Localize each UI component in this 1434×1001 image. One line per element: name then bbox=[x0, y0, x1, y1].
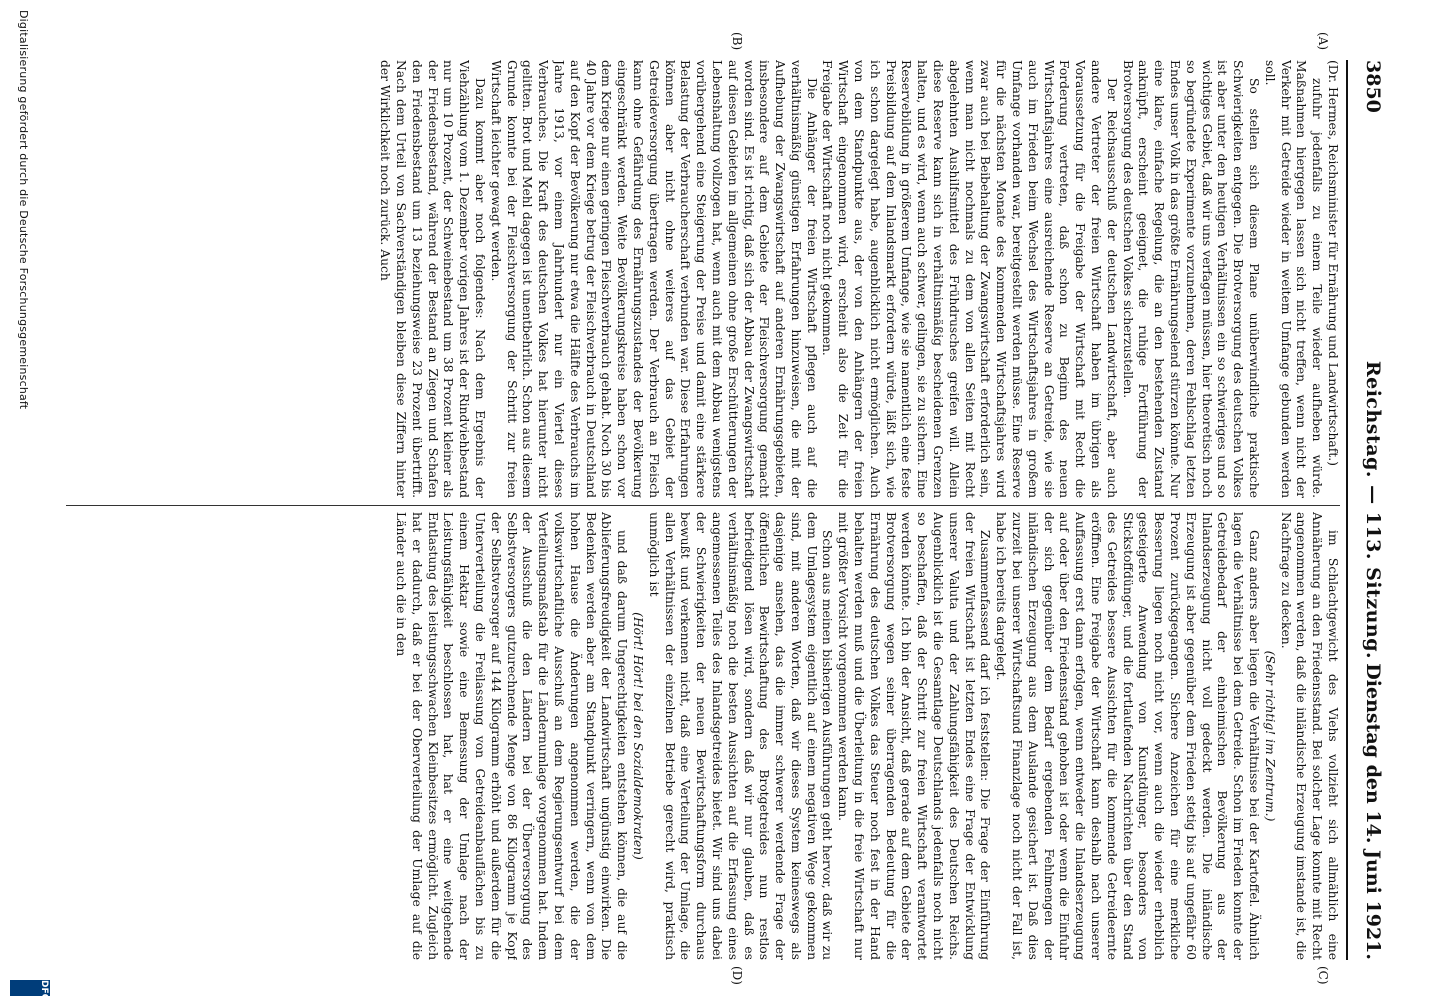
paragraph: Schon aus meinen bisherigen Ausführungen geht hervor, daß wir zu dem Umlagesystem eigentlich auf einem negativen Wege gekommen sind, mit anderen Worten, daß wir dieses System keineswegs als dasjenige ansehen, das die immer schwerer werdende Frage der öffentlichen Bewirtschaftung des Brotgetreides nun restlos befriedigend lösen wird, sondern daß wir nur glauben, daß es verhältnismäßig noch die besten Aussichten auf die Erfassung eines angemessenen Teiles des Inlandsgetreides bietet. Wir sind uns dabei der Schwierigkeiten der neuen Bewirtschaftungsform durchaus bewußt und verkennen nicht, daß eine Verteilung der Umlage, die allen Verhältnissen der einzelnen Betriebe gerecht wird, praktisch unmöglich ist bbox=[646, 512, 835, 960]
page-footer bbox=[4, 0, 54, 1000]
page-number: 3850 bbox=[1362, 60, 1384, 113]
column-divider bbox=[66, 505, 1340, 506]
header-date: Dienstag den 14. Juni 1921. bbox=[1362, 663, 1384, 960]
paragraph: Die Anhänger der freien Wirtschaft pflegen auch auf die verhältnismäßig günstigen Erfahrungen hinzuweisen, die mit der Aufhebung der Zwangswirtschaft auf anderen Ernährungsgebieten, insbesondere auf dem Gebiete der Fleischversorgung gemacht worden sind. Es ist richtig, daß sich der Abbau der Zwangswirtschaft auf diesen Gebieten im allgemeinen ohne große Erschütterungen der Lebenshaltung vollzogen hat, wenn auch mit dem Abbau wenigstens vorübergehend eine Steigerung der Preise und damit eine stärkere Belastung der Verbraucherschaft verbunden war. Diese Erfahrungen können aber nicht ohne weiteres auf das Gebiet der Getreideversorgung übertragen werden. Der Verbrauch an Fleisch kann ohne Gefährdung des Ernährungszustandes der Bevölkerung eingeschränkt werden. Weite Bevölkerungskreise haben schon vor dem Kriege nur einen geringen Fleischverbrauch gehabt. Noch 30 bis 40 Jahre vor dem Kriege betrug der Fleischverbrauch in Deutschland auf den Kopf der Bevölkerung nur etwa die Hälfte des Verbrauchs im Jahre 1913, vor einem Jahrhundert nur ein Viertel dieses Verbrauches. Die Kraft des deutschen Volkes hat hierunter nicht gelitten. Brot und Mehl dagegen ist unentbehrlich. Schon aus diesem Grunde konnte bei der Fleischversorgung der Schritt zur freien Wirtschaft leichter gewagt werden. bbox=[488, 60, 819, 498]
funding-notice: Digitalisierung gefördert durch die Deutsche Forschungsgemeinschaft bbox=[17, 10, 30, 410]
speaker-line: (Dr. Hermes, Reichsminister für Ernährung und Landwirtschaft.) bbox=[1326, 60, 1340, 466]
paragraph: Der Reichsausschuß der deutschen Landwirtschaft, aber auch andere Vertreter der freien Wirtschaft haben im übrigen als Voraussetzung für die Freigabe der Wirtschaft mit Recht die Forderung vertreten, daß schon zu Beginn des neuen Wirtschaftsjahres eine ausreichende Reserve an Getreide, wie sie auch im Frieden beim Wechsel des Wirtschaftsjahres in großem Umfange vorhanden war, bereitgestellt werden müsse. Eine Reserve für die nächsten Monate des kommenden Wirtschaftsjahres wird zwar auch bei Beibehaltung der Zwangswirtschaft erforderlich sein, wenn man nicht nochmals zu dem von allen Seiten mit Recht abgelehnten Aushilfsmittel des Frühdrusches greifen will. Allein diese Reserve kann sich in verhältnismäßig bescheidenen Grenzen halten, und es wird, wenn auch schwer, gelingen, sie zu sichern. Eine Reservebildung in größerem Umfange, wie sie namentlich eine feste Preisbildung auf dem Inlandsmarkt erfordern würde, läßt sich, wie ich schon dargelegt habe, augenblicklich nicht ermöglichen. Auch von dem Standpunkte aus, der von den Anhängern der freien Wirtschaft eingenommen wird, erscheint also die Zeit für die Freigabe der Wirtschaft noch nicht gekommen. bbox=[820, 60, 1119, 498]
paragraph: So stellen sich diesem Plane unüberwindliche praktische Schwierigkeiten entgegen. Die Brotversorgung des deutschen Volkes ist aber unter den heutigen Verhältnissen ein so schwieriges und so wichtiges Gebiet, daß wir uns verfagen müssen, hier theoretisch noch so begründete Experimente vorzunehmen, deren Fehlschlag letzten Endes unser Volk in das größte Ernährungselend stürzen könnte. Nur eine klare, einfache Regelung, die an den bestehenden Zustand anknüpft, erscheint geeignet, die ruhige Fortführung der Brotversorgung des deutschen Volkes sicherzustellen. bbox=[1120, 60, 1262, 498]
paragraph: und daß darum Ungerechtigkeiten entstehen können, die auf die Ablieferungsfreudigkeit der Landwirtschaft ungünstig einwirken. Die Bedenken werden aber am Standpunkt verringern, wenn von dem hohen Hause die Änderungen angenommen werden, die der volkswirtschaftliche Ausschuß an dem Regierungsentwurf bei dem Verteilungsmaßstab für die Ländernumlage vorgenommen hat. Indem der Ausschuß die den Ländern bei der Überversorgung des Selbstversorgers gutzurechnende Menge von 86 Kilogramm je Kopf der Selbstversorger auf 144 Kilogramm erhöht und außerdem für die Unterverteilung die Freilassung von Getreideanbauflächen bis zu einem Hektar sowie eine Bemessung der Umlage nach der Leistungsfähigkeit beschlossen hat, hat er eine weitgehende Entlastung des leistungsschwachen Kleinbesitzes ermöglicht. Zugleich hat er dadurch, daß er bei der Oberverteilung der Umlage auf die Länder auch die in den bbox=[393, 512, 630, 960]
paragraph: Ganz anders aber liegen die Verhältnisse bei der Kartoffel. Ähnlich lagen die Verhältnisse bei dem Getreide. Schon im Frieden konnte der Getreidebedarf der einheimischen Bevölkerung aus der Inlandserzeugung nicht voll gedeckt werden. Die inländische Erzeugung ist aber gegenüber dem Frieden stetig bis auf ungefähr 60 Prozent zurückgegangen. Sichere Anzeichen für eine merkliche Besserung liegen noch nicht vor, wenn auch die wieder erheblich gesteigerte Anwendung von Kunstdünger, besonders von Stickstoffdünger, und die fortlaufenden Nachrichten über den Stand des Getreides bessere Aussichten für die kommende Getreideernte eröffnen. Eine Freigabe der Wirtschaft kann deshalb nach unserer Auffassung erst dann erfolgen, wenn entweder die Inlandserzeugung auf oder über den Friedensstand gehoben ist oder wenn die Einfuhr der sich gegenüber dem Bedarf ergebenden Fehlmengen der inländischen Erzeugung aus dem Auslande gesichert ist. Daß dies zurzeit bei unserer Wirtschaftsund Finanzlage noch nicht der Fall ist, habe ich bereits dargelegt. bbox=[994, 512, 1262, 960]
margin-letter-b: (B) bbox=[730, 32, 744, 51]
dfg-logo: DFG bbox=[10, 980, 50, 996]
right-text-column bbox=[66, 512, 1340, 960]
interjection: (Hört! Hört! bei den Sozialdemokraten) bbox=[630, 612, 645, 860]
header-title: Reichstag. — 113. Sitzung. bbox=[1362, 360, 1384, 660]
paragraph: zufuhr jedenfalls zu einem Teile wieder aufheben würde. Maßnahmen hiergegen lassen sich nicht treffen, wenn nicht der Verkehr mit Getreide wieder in weitem Umfange gebunden werden soll. bbox=[1262, 60, 1325, 498]
page-header bbox=[1346, 60, 1384, 960]
paragraph: Dazu kommt aber noch folgendes: Nach dem Ergebnis der Viehzählung vom 1. Dezember vorigen Jahres ist der Rindviehbestand nur um 10 Prozent, der Schweinebestand um 38 Prozent kleiner als der Friedensbestand, während der Bestand an Ziegen und Schafen den Friedensbestand um 13 beziehungsweise 23 Prozent übertrifft. Nach dem Urteil von Sachverständigen bleiben diese Ziffern hinter der Wirklichkeit noch zurück. Auch bbox=[378, 60, 487, 498]
margin-letter-c: (C) bbox=[1316, 966, 1330, 985]
interjection: (Sehr richtig! im Zentrum.) bbox=[1262, 650, 1277, 822]
paragraph: im Schlachtgewicht des Viehs vollzieht sich allmählich eine Annäherung an den Friedensstand. Bei solcher Lage konnte mit Recht angenommen werden, daß die inländische Erzeugung imstande ist, die Nachfrage zu decken. bbox=[1278, 512, 1340, 960]
left-text-column bbox=[66, 60, 1340, 498]
margin-letter-d: (D) bbox=[730, 966, 744, 985]
paragraph: Zusammenfassend darf ich feststellen: Die Frage der Einführung der freien Wirtschaft ist letzten Endes eine Frage der Entwicklung unserer Valuta und der Zahlungsfähigkeit des Deutschen Reichs. Augenblicklich ist die Gesamtlage Deutschlands jedenfalls noch nicht so beschaffen, daß der Schritt zur freien Wirtschaft verantwortet werden könnte. Ich bin der Ansicht, daß gerade auf dem Gebiete der Brotversorgung wegen seiner überragenden Bedeutung für die Ernährung des deutschen Volkes das Steuer noch fest in der Hand behalten werden muß und die Überleitung in die freie Wirtschaft nur mit größter Vorsicht vorgenommen werden kann. bbox=[836, 512, 993, 960]
margin-letter-a: (A) bbox=[1316, 32, 1330, 51]
